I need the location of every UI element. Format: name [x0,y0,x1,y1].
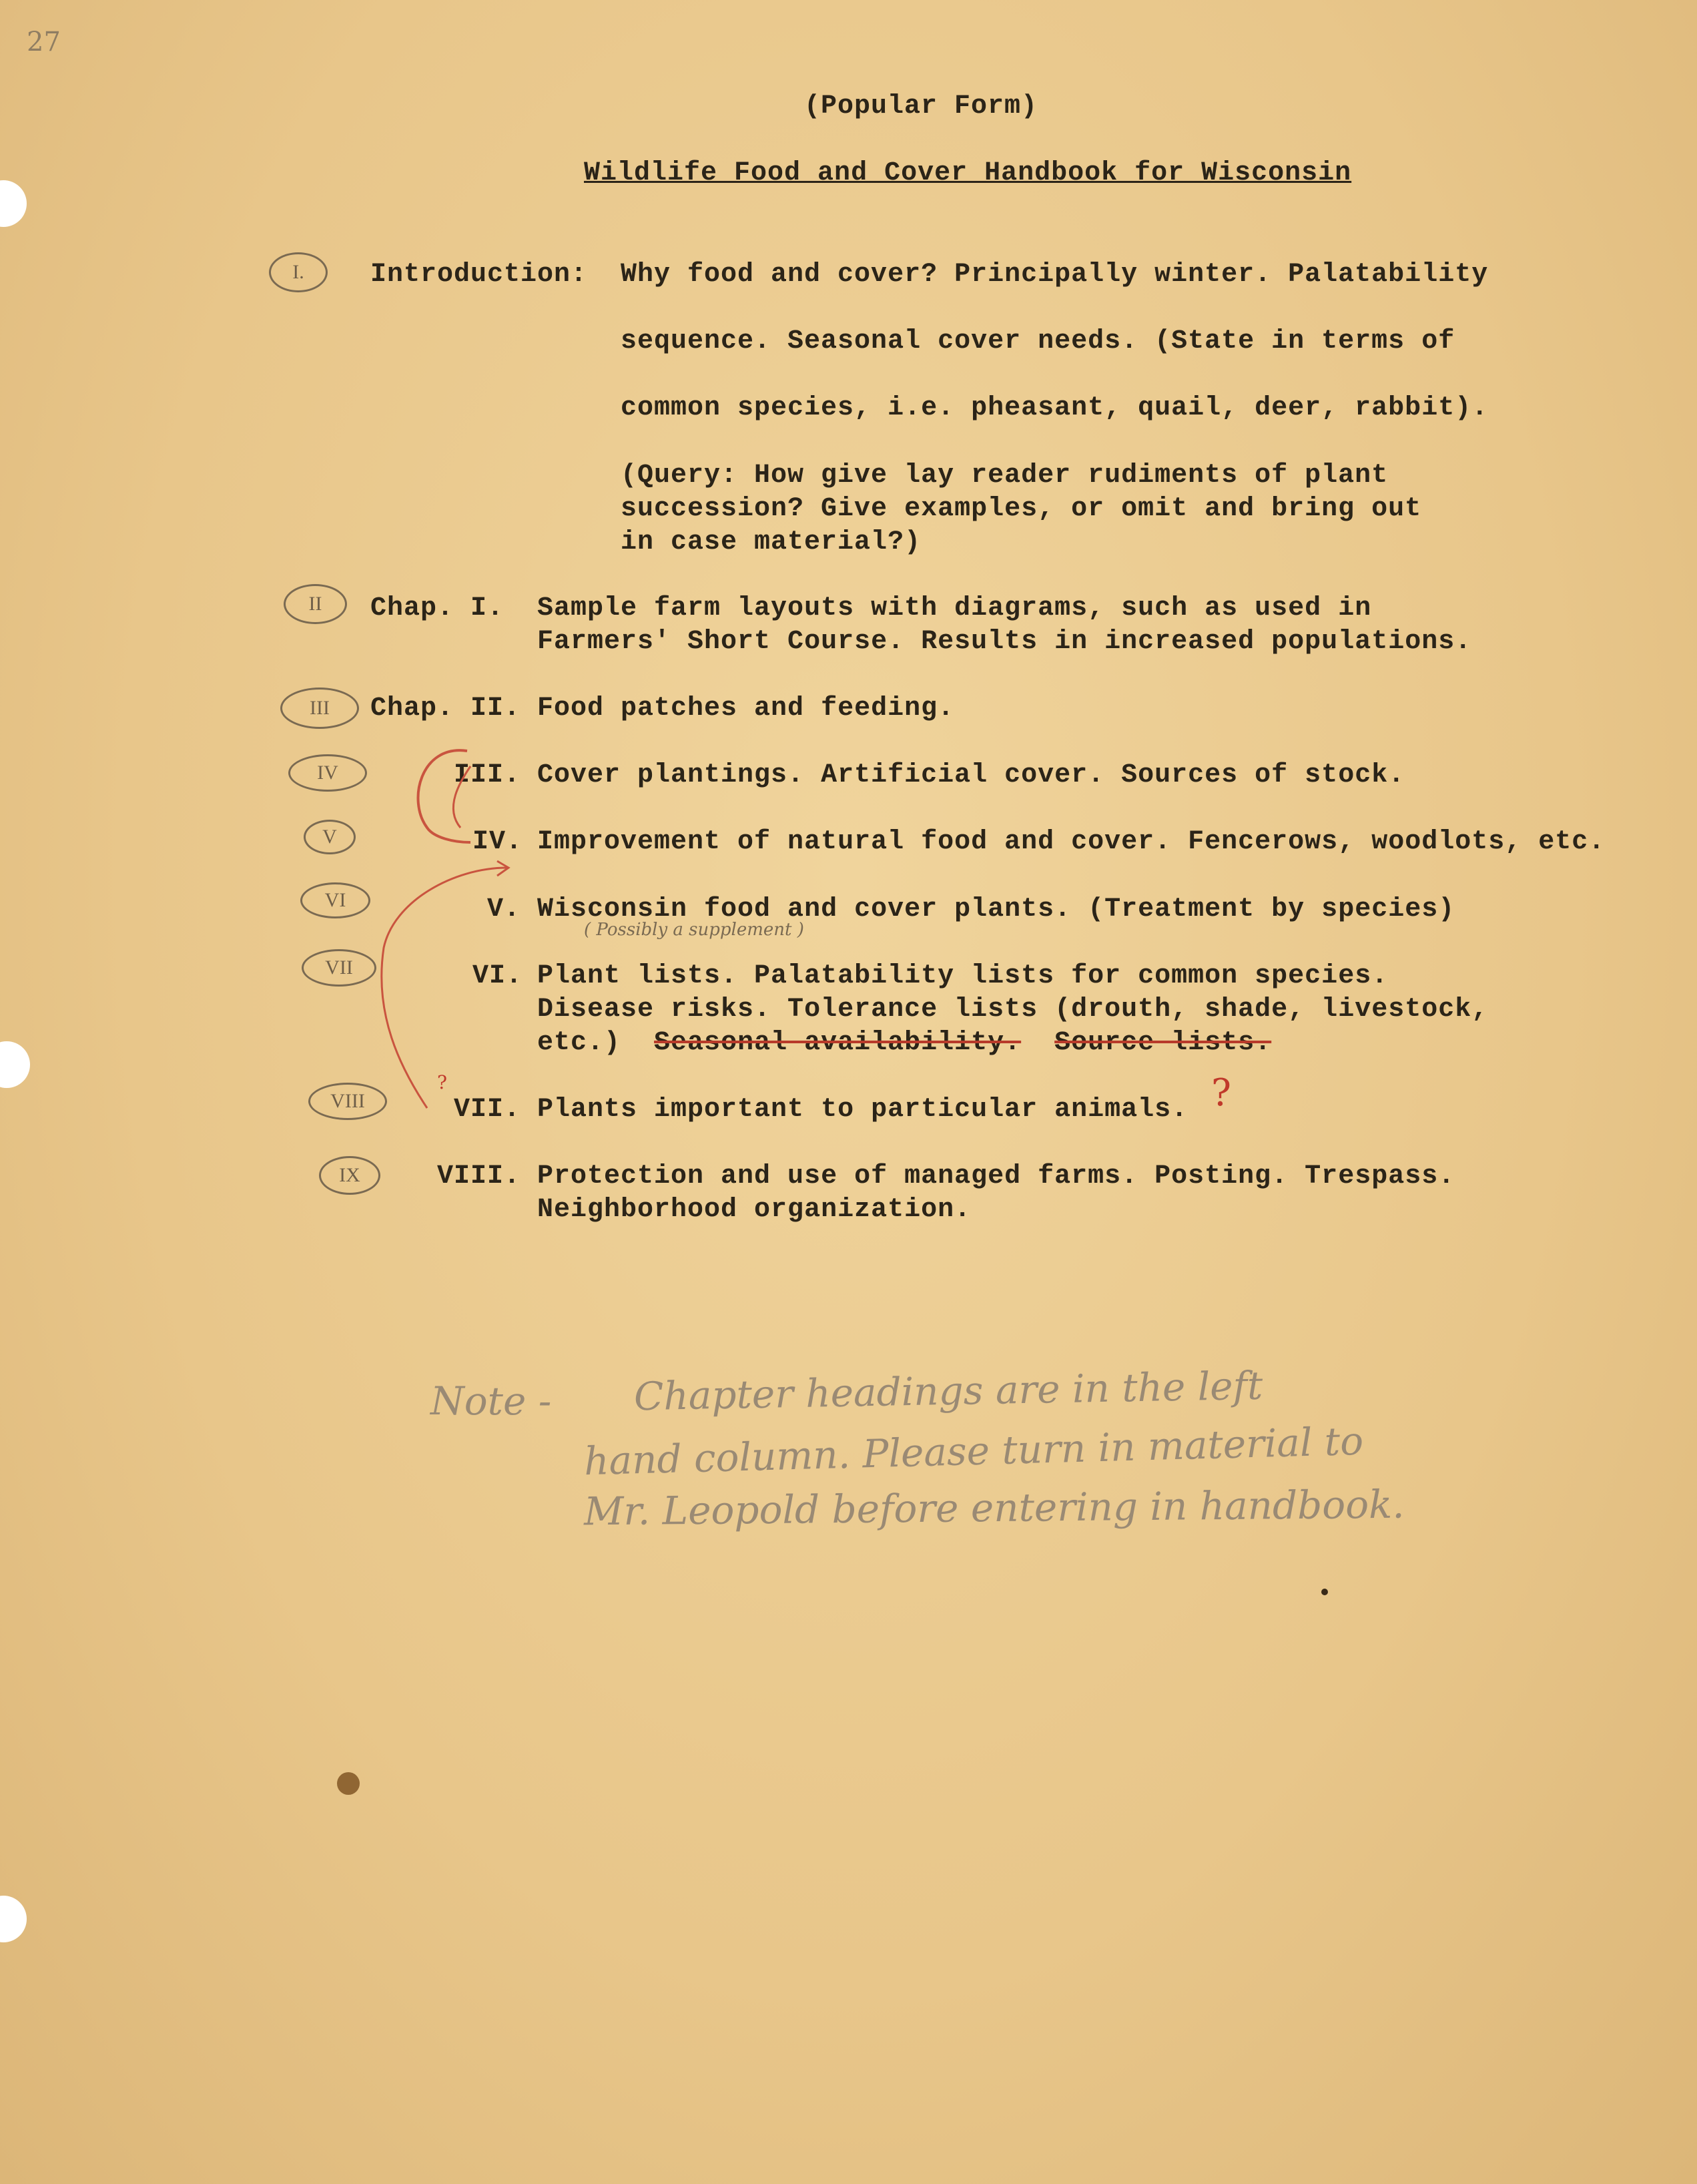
circle-numeral-4: IV [288,754,367,792]
chap6-numeral: VI. [472,961,523,991]
chap6-line-1: Plant lists. Palatability lists for common species. [537,961,1389,991]
chap4-numeral: IV. [472,827,523,857]
chap3-numeral: III. [454,760,521,790]
chap3-text: Cover plantings. Artificial cover. Sources of stock. [537,760,1405,790]
intro-line-3: common species, i.e. pheasant, quail, deer, rabbit). [621,393,1489,423]
move-arrow-head [497,861,508,876]
page-number: 27 [27,27,61,57]
chap7-text: Plants important to particular animals. [537,1095,1189,1125]
chap6-line-3 [537,1027,1271,1060]
chap5-pencil-note: ( Possibly a supplement ) [584,920,804,940]
circle-numeral-7: VII [302,949,376,987]
circle-numeral-8: VIII [308,1083,387,1120]
chap2-text: Food patches and feeding. [537,694,955,724]
chap6-strikethrough-2: Source lists. [1054,1028,1272,1058]
binder-hole-bottom [0,1896,27,1942]
chap6-line-3-prefix: etc.) [537,1028,621,1058]
circle-numeral-5: V [304,820,356,854]
chap6-line-2: Disease risks. Tolerance lists (drouth, shade, livestock, [537,995,1489,1025]
handwritten-note-line-1: Chapter headings are in the left [633,1362,1263,1420]
chap8-numeral: VIII. [437,1161,521,1191]
intro-line-1: Why food and cover? Principally winter. Palatability [621,260,1489,290]
chap7-numeral: VII. [454,1095,521,1125]
chap7-red-query-mark: ? [1211,1071,1232,1115]
circle-numeral-3: III [280,688,359,729]
intro-query-line-2: succession? Give examples, or omit and bring out [621,494,1422,524]
chap6-strikethrough-1: Seasonal availability. [654,1028,1022,1058]
document-subtitle: (Popular Form) [804,91,1038,121]
document-title: Wildlife Food and Cover Handbook for Wisconsin [584,158,1352,188]
stain-spot-small [1321,1589,1328,1595]
chap4-text: Improvement of natural food and cover. Fencerows, woodlots, etc. [537,827,1606,857]
handwritten-note-label: Note - [430,1378,552,1424]
intro-query-line-3: in case material?) [621,527,922,557]
chap1-line-2: Farmers' Short Course. Results in increased populations. [537,627,1472,657]
chap7-small-query: ? [437,1071,448,1093]
chap2-label: Chap. II. [370,694,521,724]
handwritten-note-line-3: Mr. Leopold before entering in handbook. [583,1481,1405,1535]
handwritten-note-line-2: hand column. Please turn in material to [583,1418,1364,1484]
circle-numeral-9: IX [319,1156,380,1195]
binder-hole-middle [0,1041,30,1088]
chap1-label: Chap. I. [370,593,504,623]
stain-spot [337,1772,360,1795]
intro-line-2: sequence. Seasonal cover needs. (State in terms of [621,326,1455,356]
circle-numeral-1: I. [269,252,328,292]
binder-hole-top [0,180,27,227]
chap8-line-2: Neighborhood organization. [537,1195,972,1225]
intro-label: Introduction: [370,260,588,290]
chap8-line-1: Protection and use of managed farms. Posting. Trespass. [537,1161,1455,1191]
circle-numeral-2: II [284,584,347,624]
circle-numeral-6: VI [300,882,370,918]
intro-query-line-1: (Query: How give lay reader rudiments of plant [621,461,1389,491]
chap5-text: Wisconsin food and cover plants. (Treatment by species) [537,894,1455,924]
chap5-numeral: V. [487,894,521,924]
chap1-line-1: Sample farm layouts with diagrams, such as used in [537,593,1372,623]
